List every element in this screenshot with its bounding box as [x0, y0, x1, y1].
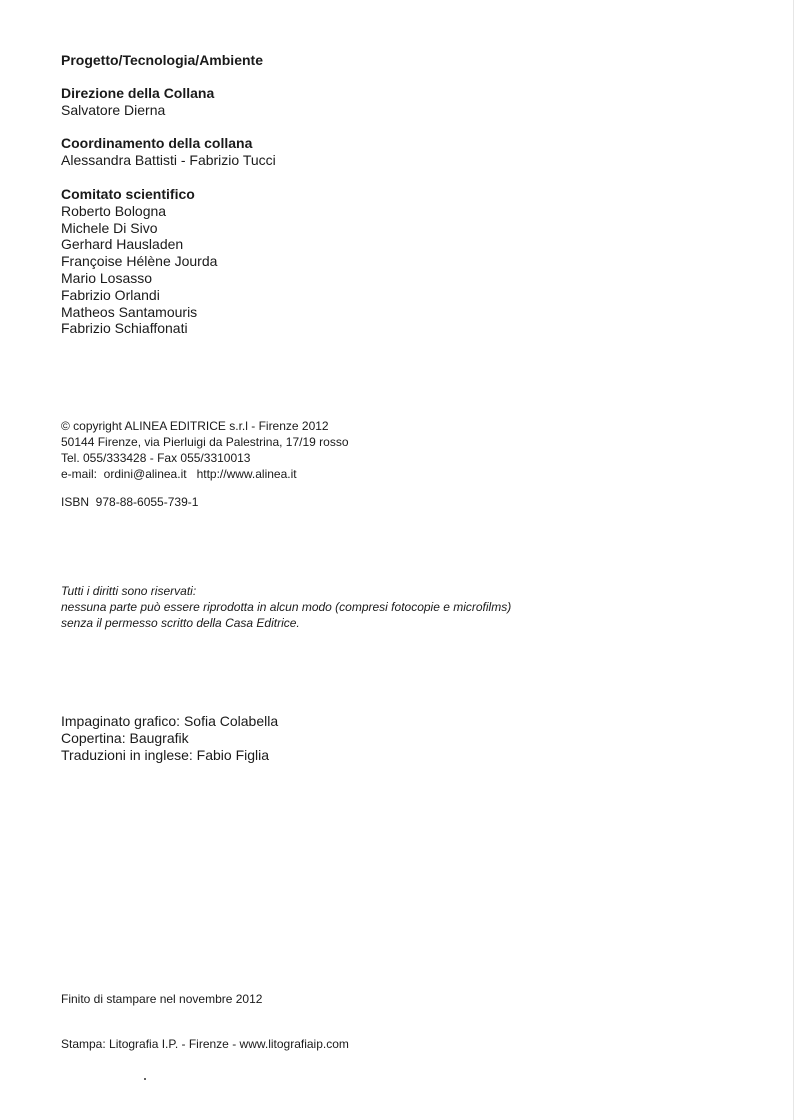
- page-edge: [793, 0, 794, 1120]
- rights-line-3: senza il permesso scritto della Casa Editrice.: [61, 616, 300, 630]
- direzione-heading: Direzione della Collana: [61, 85, 215, 101]
- comitato-member: Mario Losasso: [61, 269, 153, 286]
- comitato-heading: Comitato scientifico: [61, 186, 195, 202]
- coordinamento-section: [61, 135, 276, 169]
- direzione-name: Salvatore Dierna: [61, 101, 166, 118]
- copyright-line: © copyright ALINEA EDITRICE s.r.l - Firenze 2012: [61, 419, 329, 433]
- comitato-member: Gerhard Hausladen: [61, 236, 184, 253]
- publisher-info: [61, 418, 349, 482]
- comitato-member: Michele Di Sivo: [61, 219, 158, 236]
- rights-line-1: Tutti i diritti sono riservati:: [61, 584, 197, 598]
- stray-mark: [144, 1078, 146, 1080]
- series-title: Progetto/Tecnologia/Ambiente: [61, 52, 263, 68]
- cover-credit: Copertina: Baugrafik: [61, 729, 189, 746]
- credits-section: [61, 713, 278, 763]
- comitato-member: Fabrizio Schiaffonati: [61, 320, 188, 337]
- layout-credit: Impaginato grafico: Sofia Colabella: [61, 713, 279, 729]
- comitato-member: Roberto Bologna: [61, 202, 167, 219]
- isbn: ISBN 978-88-6055-739-1: [61, 495, 199, 509]
- comitato-section: [61, 186, 217, 337]
- coordinamento-heading: Coordinamento della collana: [61, 135, 253, 151]
- rights-notice: [61, 583, 511, 631]
- translation-credit: Traduzioni in inglese: Fabio Figlia: [61, 746, 270, 763]
- direzione-section: [61, 85, 214, 119]
- comitato-member: Françoise Hélène Jourda: [61, 253, 218, 270]
- address-line: 50144 Firenze, via Pierluigi da Palestrina, 17/19 rosso: [61, 435, 349, 449]
- coordinamento-names: Alessandra Battisti - Fabrizio Tucci: [61, 151, 276, 168]
- rights-line-2: nessuna parte può essere riprodotta in alcun modo (compresi fotocopie e microfilms): [61, 600, 512, 614]
- print-date: Finito di stampare nel novembre 2012: [61, 992, 263, 1006]
- phone-fax-line: Tel. 055/333428 - Fax 055/3310013: [61, 451, 251, 465]
- comitato-member: Fabrizio Orlandi: [61, 286, 160, 303]
- comitato-member: Matheos Santamouris: [61, 303, 198, 320]
- contact-line: e-mail: ordini@alinea.it http://www.alinea.it: [61, 467, 297, 481]
- printer-info: Stampa: Litografia I.P. - Firenze - www.litografiaip.com: [61, 1037, 349, 1051]
